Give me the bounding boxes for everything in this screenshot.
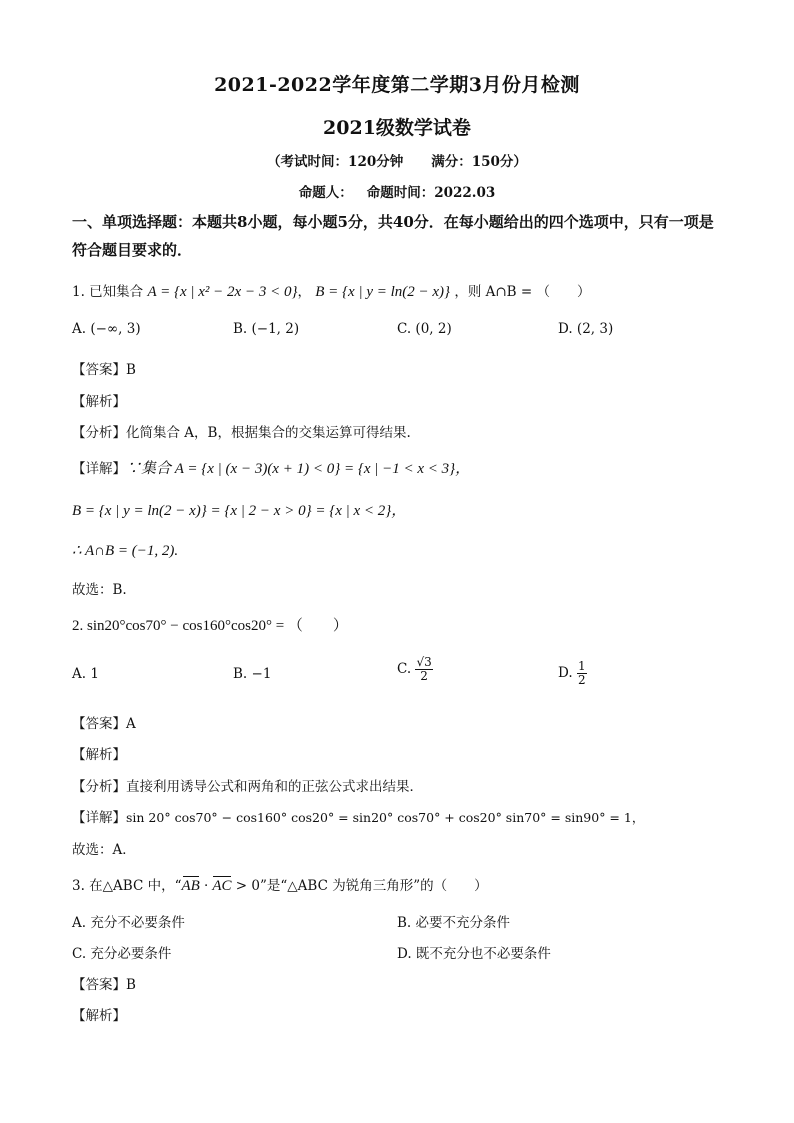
q2-option-c-fraction: $\frac{√3}{2}$ xyxy=(416,655,432,683)
q2-choice: 故选：A． xyxy=(72,842,136,858)
question-2-stem: 2. sin20°cos70° − cos160°cos20° = （ ） xyxy=(72,618,348,634)
q3-answer-value: B xyxy=(126,977,136,993)
exam-setter xyxy=(0,181,794,201)
question-3-stem: 3. 在△ABC 中，“AB · AC > 0”是“△ABC 为锐角三角形”的（ ） xyxy=(72,878,488,894)
q2-option-a: A. 1 xyxy=(72,666,99,682)
q1-option-d: D. (2, 3) xyxy=(558,321,614,337)
exam-title: 2021-2022学年度第二学期3月份月检测 xyxy=(214,74,580,96)
q2-option-c: C. $\frac{√3}{2}$ xyxy=(397,655,432,683)
q2-option-d: D. $\frac{1}{2}$ xyxy=(558,659,586,687)
q3-option-a: A. 充分不必要条件 xyxy=(72,915,185,931)
q3-option-d: D. 既不充分也不必要条件 xyxy=(397,946,551,962)
q1-fenxi: 【分析】化简集合 A，B，根据集合的交集运算可得结果. xyxy=(72,425,411,441)
question-1-stem: 1. 已知集合 A = {x | x² − 2x − 3 < 0}， B = {x | y = ln(2 − x)} ，则 A∩B = （ ） xyxy=(72,284,591,300)
q1-detail-3: ∴ A∩B = (−1, 2). xyxy=(72,543,179,559)
vector-ac: AC xyxy=(212,878,232,894)
q1-answer-value: B xyxy=(126,362,136,378)
set-b-expr: B = {x | y = ln(2 − x)} xyxy=(315,284,451,300)
q2-answer-value: A xyxy=(126,716,136,732)
q1-answer: 【答案】B xyxy=(72,362,136,378)
exam-time: （考试时间：120分钟 xyxy=(267,154,404,170)
vector-ab: AB xyxy=(181,878,200,894)
q1-detail-2: B = {x | y = ln(2 − x)} = {x | 2 − x > 0} = {x | x < 2}， xyxy=(72,503,407,519)
q1-choice: 故选：B. xyxy=(72,582,127,598)
q1-option-a: A. (−∞, 3) xyxy=(72,321,141,337)
q1-option-c: C. (0, 2) xyxy=(397,321,452,337)
exam-info xyxy=(0,150,794,170)
exam-subtitle: 2021级数学试卷 xyxy=(323,117,471,139)
q1-option-b: B. (−1, 2) xyxy=(233,321,300,337)
setter-label: 命题人： xyxy=(298,185,353,201)
q2-option-b: B. −1 xyxy=(233,666,272,682)
setter-date: 命题时间：2022.03 xyxy=(366,185,496,201)
full-score: 满分：150分） xyxy=(431,154,527,170)
q2-analysis-tag: 【解析】 xyxy=(72,747,126,763)
q1-detail-1: 【详解】∵集合 A = {x | (x − 3)(x + 1) < 0} = {x | −1 < x < 3}， xyxy=(72,461,471,477)
section-heading: 一、单项选择题：本题共8小题，每小题5分，共40分．在每小题给出的四个选项中，只有一项是符合题目要求的． xyxy=(72,213,714,259)
q3-option-b: B. 必要不充分条件 xyxy=(397,915,511,931)
q3-answer: 【答案】B xyxy=(72,977,136,993)
q2-detail: 【详解】sin 20° cos70° − cos160° cos20° = sin20° cos70° + cos20° sin70° = sin90° = 1， xyxy=(72,810,645,826)
q2-option-d-fraction: $\frac{1}{2}$ xyxy=(577,659,586,687)
q1-analysis-tag: 【解析】 xyxy=(72,394,126,410)
q3-analysis-tag: 【解析】 xyxy=(72,1008,126,1024)
q2-fenxi: 【分析】直接利用诱导公式和两角和的正弦公式求出结果． xyxy=(72,779,423,795)
q2-answer: 【答案】A xyxy=(72,716,136,732)
q3-option-c: C. 充分必要条件 xyxy=(72,946,172,962)
set-a-expr: A = {x | x² − 2x − 3 < 0} xyxy=(147,284,298,300)
